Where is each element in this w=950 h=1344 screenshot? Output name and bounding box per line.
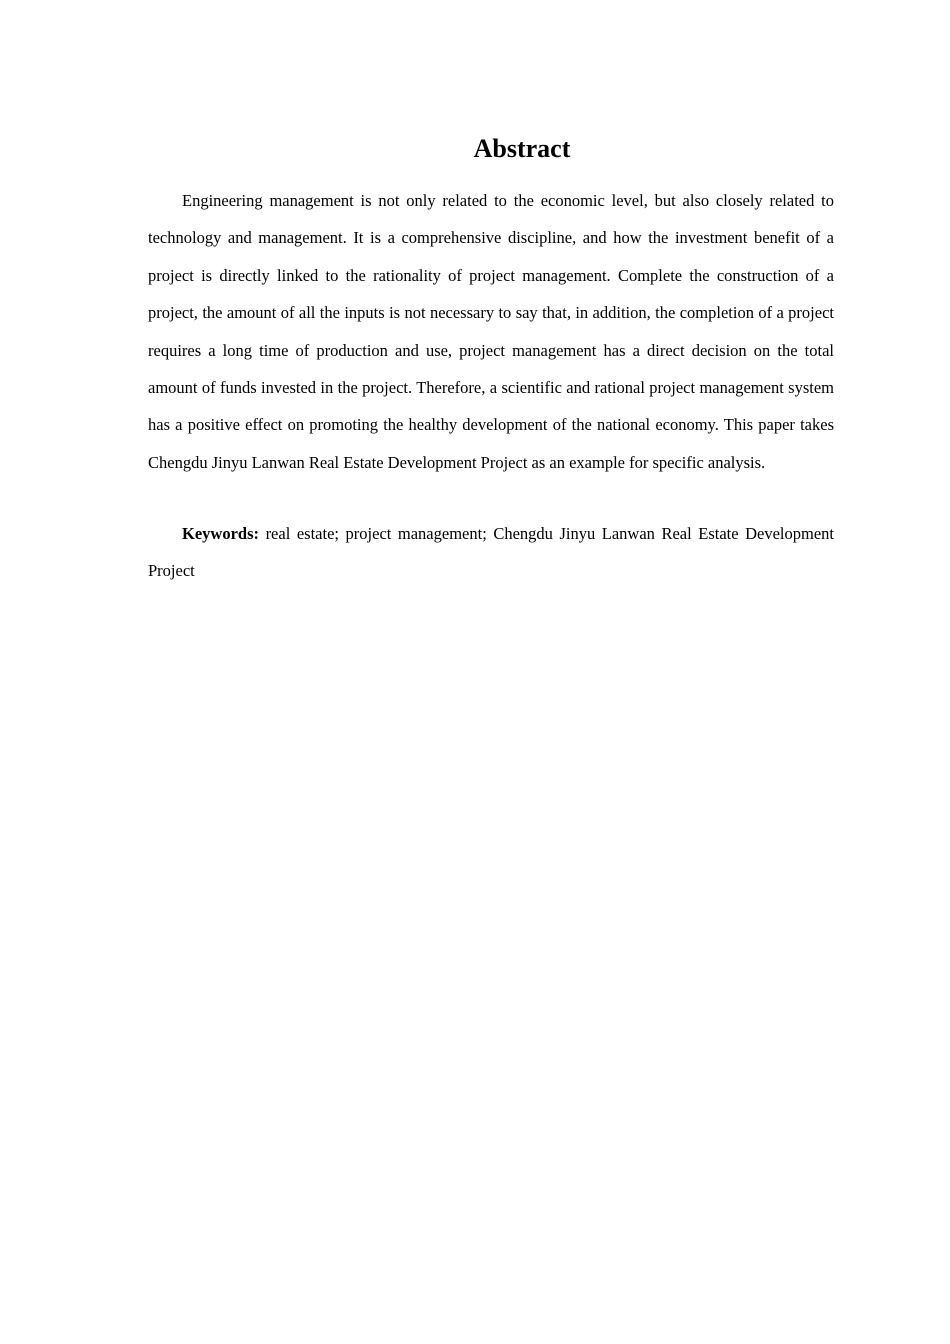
keywords-line xyxy=(148,515,834,590)
keywords-text: real estate; project management; Chengdu Jinyu Lanwan Real Estate Development Project xyxy=(148,524,835,581)
keywords-label: Keywords: xyxy=(182,524,259,543)
abstract-paragraph: Engineering management is not only related to the economic level, but also closely related to technology and management. It is a comprehensive discipline, and how the investment benefit of a project is directly linked to the rationality of project management. Complete the construction of a project, the amount of all the inputs is not necessary to say that, in addition, the completion of a project requires a long time of production and use, project management has a direct decision on the total amount of funds invested in the project. Therefore, a scientific and rational project management system has a positive effect on promoting the healthy development of the national economy. This paper takes Chengdu Jinyu Lanwan Real Estate Development Project as an example for specific analysis. xyxy=(148,191,834,472)
abstract-heading: Abstract xyxy=(473,134,571,163)
